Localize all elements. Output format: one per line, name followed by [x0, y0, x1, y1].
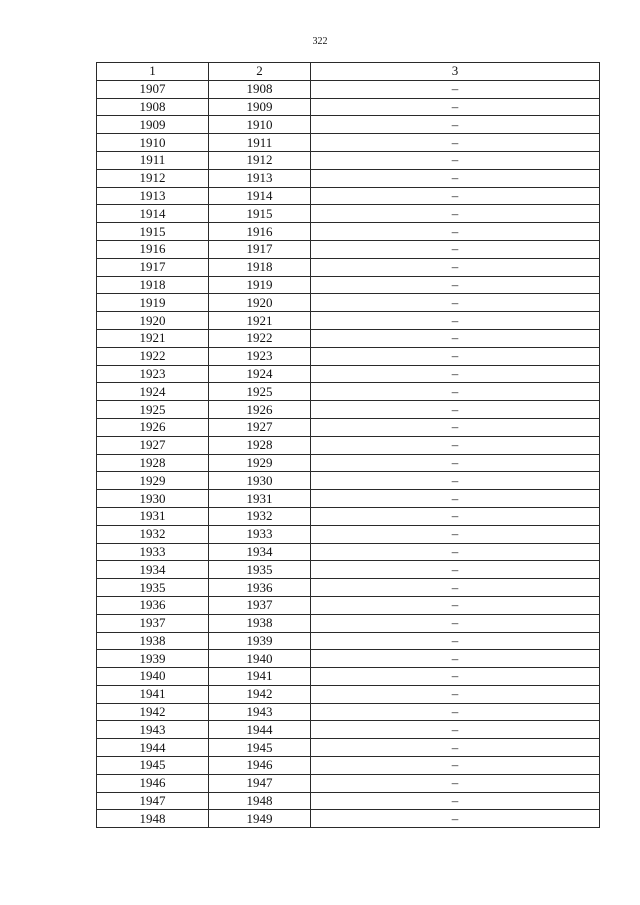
- table-cell-col-3: –: [311, 721, 600, 739]
- table-row: [97, 632, 600, 650]
- table-cell-col-1: 1919: [97, 294, 209, 312]
- table-cell-col-2: 1937: [209, 596, 311, 614]
- table-cell-col-3: –: [311, 774, 600, 792]
- table-row: [97, 294, 600, 312]
- table-row: [97, 472, 600, 490]
- table-cell-col-1: 1911: [97, 151, 209, 169]
- table-cell-col-2: 1912: [209, 151, 311, 169]
- table-cell-col-1: 1927: [97, 436, 209, 454]
- table-cell-col-1: 1941: [97, 685, 209, 703]
- table-row: [97, 240, 600, 258]
- table-cell-col-3: –: [311, 454, 600, 472]
- table-cell-col-2: 1922: [209, 329, 311, 347]
- table-cell-col-1: 1918: [97, 276, 209, 294]
- table-cell-col-1: 1925: [97, 401, 209, 419]
- table-cell-col-3: –: [311, 134, 600, 152]
- table-cell-col-3: –: [311, 312, 600, 330]
- table-cell-col-1: 1942: [97, 703, 209, 721]
- table-row: [97, 365, 600, 383]
- table-row: [97, 668, 600, 686]
- table-cell-col-2: 1919: [209, 276, 311, 294]
- table-row: [97, 614, 600, 632]
- table-row: [97, 258, 600, 276]
- table-cell-col-2: 1928: [209, 436, 311, 454]
- table-cell-col-3: –: [311, 685, 600, 703]
- table-cell-col-2: 1946: [209, 757, 311, 775]
- table-cell-col-2: 1916: [209, 223, 311, 241]
- table-row: [97, 418, 600, 436]
- table-cell-col-3: –: [311, 739, 600, 757]
- table-cell-col-3: –: [311, 365, 600, 383]
- table-cell-col-2: 1936: [209, 579, 311, 597]
- table-cell-col-3: –: [311, 507, 600, 525]
- table-cell-col-3: –: [311, 116, 600, 134]
- table-header: [97, 63, 600, 81]
- table-cell-col-1: 1943: [97, 721, 209, 739]
- table-cell-col-3: –: [311, 347, 600, 365]
- table-row: [97, 596, 600, 614]
- table-cell-col-1: 1924: [97, 383, 209, 401]
- column-header-1: 1: [97, 63, 209, 81]
- table-row: [97, 80, 600, 98]
- table-row: [97, 134, 600, 152]
- table-cell-col-2: 1949: [209, 810, 311, 828]
- table-cell-col-1: 1910: [97, 134, 209, 152]
- table-cell-col-1: 1928: [97, 454, 209, 472]
- table-cell-col-1: 1934: [97, 561, 209, 579]
- table-cell-col-1: 1912: [97, 169, 209, 187]
- table-cell-col-3: –: [311, 329, 600, 347]
- table-cell-col-3: –: [311, 187, 600, 205]
- table-row: [97, 579, 600, 597]
- table-cell-col-1: 1937: [97, 614, 209, 632]
- table-row: [97, 347, 600, 365]
- table-cell-col-1: 1908: [97, 98, 209, 116]
- table-cell-col-2: 1938: [209, 614, 311, 632]
- table-cell-col-1: 1933: [97, 543, 209, 561]
- table-cell-col-1: 1946: [97, 774, 209, 792]
- column-header-3: 3: [311, 63, 600, 81]
- table-cell-col-2: 1934: [209, 543, 311, 561]
- table-row: [97, 757, 600, 775]
- table-cell-col-1: 1921: [97, 329, 209, 347]
- table-cell-col-3: –: [311, 205, 600, 223]
- table-row: [97, 685, 600, 703]
- table-cell-col-2: 1911: [209, 134, 311, 152]
- table-cell-col-1: 1916: [97, 240, 209, 258]
- table-cell-col-3: –: [311, 579, 600, 597]
- table-cell-col-3: –: [311, 276, 600, 294]
- table-row: [97, 98, 600, 116]
- table-cell-col-2: 1920: [209, 294, 311, 312]
- table-cell-col-1: 1907: [97, 80, 209, 98]
- table-row: [97, 507, 600, 525]
- table-cell-col-1: 1915: [97, 223, 209, 241]
- table-cell-col-1: 1947: [97, 792, 209, 810]
- table-body: [97, 80, 600, 827]
- table-cell-col-2: 1914: [209, 187, 311, 205]
- table-cell-col-1: 1935: [97, 579, 209, 597]
- table-cell-col-3: –: [311, 240, 600, 258]
- table-cell-col-1: 1923: [97, 365, 209, 383]
- table-cell-col-1: 1930: [97, 490, 209, 508]
- table-cell-col-2: 1944: [209, 721, 311, 739]
- table-cell-col-3: –: [311, 151, 600, 169]
- table-row: [97, 650, 600, 668]
- table-cell-col-2: 1942: [209, 685, 311, 703]
- table-cell-col-3: –: [311, 436, 600, 454]
- table-row: [97, 401, 600, 419]
- table-row: [97, 312, 600, 330]
- table-cell-col-1: 1948: [97, 810, 209, 828]
- table-cell-col-2: 1943: [209, 703, 311, 721]
- table-cell-col-2: 1932: [209, 507, 311, 525]
- table-cell-col-2: 1941: [209, 668, 311, 686]
- table-cell-col-3: –: [311, 810, 600, 828]
- table-row: [97, 383, 600, 401]
- table-cell-col-1: 1926: [97, 418, 209, 436]
- table-row: [97, 525, 600, 543]
- table-row: [97, 490, 600, 508]
- table-cell-col-3: –: [311, 490, 600, 508]
- table-cell-col-3: –: [311, 169, 600, 187]
- table-cell-col-3: –: [311, 543, 600, 561]
- table-cell-col-3: –: [311, 561, 600, 579]
- table-row: [97, 169, 600, 187]
- table-cell-col-3: –: [311, 792, 600, 810]
- table-cell-col-1: 1922: [97, 347, 209, 365]
- table-cell-col-3: –: [311, 596, 600, 614]
- table-cell-col-2: 1927: [209, 418, 311, 436]
- table-cell-col-1: 1913: [97, 187, 209, 205]
- table-cell-col-3: –: [311, 294, 600, 312]
- table-cell-col-3: –: [311, 525, 600, 543]
- table-cell-col-3: –: [311, 632, 600, 650]
- table-cell-col-1: 1940: [97, 668, 209, 686]
- table-cell-col-2: 1931: [209, 490, 311, 508]
- table-cell-col-1: 1914: [97, 205, 209, 223]
- table-cell-col-2: 1940: [209, 650, 311, 668]
- table-row: [97, 792, 600, 810]
- table-row: [97, 436, 600, 454]
- table-cell-col-2: 1921: [209, 312, 311, 330]
- table-cell-col-3: –: [311, 258, 600, 276]
- table-row: [97, 187, 600, 205]
- table-cell-col-2: 1930: [209, 472, 311, 490]
- table-cell-col-2: 1948: [209, 792, 311, 810]
- table-row: [97, 561, 600, 579]
- table-cell-col-3: –: [311, 472, 600, 490]
- table-row: [97, 329, 600, 347]
- table-cell-col-3: –: [311, 703, 600, 721]
- table-cell-col-3: –: [311, 418, 600, 436]
- table-cell-col-2: 1939: [209, 632, 311, 650]
- table-row: [97, 276, 600, 294]
- table-row: [97, 116, 600, 134]
- table-cell-col-2: 1925: [209, 383, 311, 401]
- table-cell-col-3: –: [311, 401, 600, 419]
- table-cell-col-2: 1910: [209, 116, 311, 134]
- table-cell-col-2: 1913: [209, 169, 311, 187]
- table-cell-col-3: –: [311, 614, 600, 632]
- table-cell-col-3: –: [311, 383, 600, 401]
- table-row: [97, 810, 600, 828]
- table-cell-col-3: –: [311, 80, 600, 98]
- table-row: [97, 454, 600, 472]
- table-cell-col-1: 1945: [97, 757, 209, 775]
- table-cell-col-3: –: [311, 650, 600, 668]
- table-cell-col-2: 1923: [209, 347, 311, 365]
- table-cell-col-1: 1917: [97, 258, 209, 276]
- table-row: [97, 739, 600, 757]
- table-cell-col-1: 1936: [97, 596, 209, 614]
- table-row: [97, 205, 600, 223]
- table-cell-col-1: 1929: [97, 472, 209, 490]
- table-cell-col-2: 1918: [209, 258, 311, 276]
- table-cell-col-1: 1909: [97, 116, 209, 134]
- data-table: [96, 62, 600, 828]
- table-cell-col-2: 1947: [209, 774, 311, 792]
- table-cell-col-1: 1932: [97, 525, 209, 543]
- table-cell-col-3: –: [311, 757, 600, 775]
- table-row: [97, 774, 600, 792]
- table-row: [97, 703, 600, 721]
- header-row: [97, 63, 600, 81]
- table-cell-col-2: 1926: [209, 401, 311, 419]
- table-cell-col-1: 1931: [97, 507, 209, 525]
- column-header-2: 2: [209, 63, 311, 81]
- table-cell-col-1: 1944: [97, 739, 209, 757]
- table-cell-col-3: –: [311, 223, 600, 241]
- table-row: [97, 721, 600, 739]
- table-cell-col-2: 1929: [209, 454, 311, 472]
- table-cell-col-2: 1924: [209, 365, 311, 383]
- table-cell-col-1: 1920: [97, 312, 209, 330]
- table-cell-col-1: 1939: [97, 650, 209, 668]
- table-row: [97, 151, 600, 169]
- table-cell-col-2: 1908: [209, 80, 311, 98]
- page-number: 322: [312, 36, 328, 47]
- table-cell-col-2: 1909: [209, 98, 311, 116]
- table-cell-col-3: –: [311, 98, 600, 116]
- table-cell-col-2: 1915: [209, 205, 311, 223]
- table-row: [97, 543, 600, 561]
- table-row: [97, 223, 600, 241]
- table-cell-col-2: 1917: [209, 240, 311, 258]
- table-cell-col-2: 1933: [209, 525, 311, 543]
- table-cell-col-2: 1945: [209, 739, 311, 757]
- table-cell-col-2: 1935: [209, 561, 311, 579]
- table-cell-col-1: 1938: [97, 632, 209, 650]
- table-cell-col-3: –: [311, 668, 600, 686]
